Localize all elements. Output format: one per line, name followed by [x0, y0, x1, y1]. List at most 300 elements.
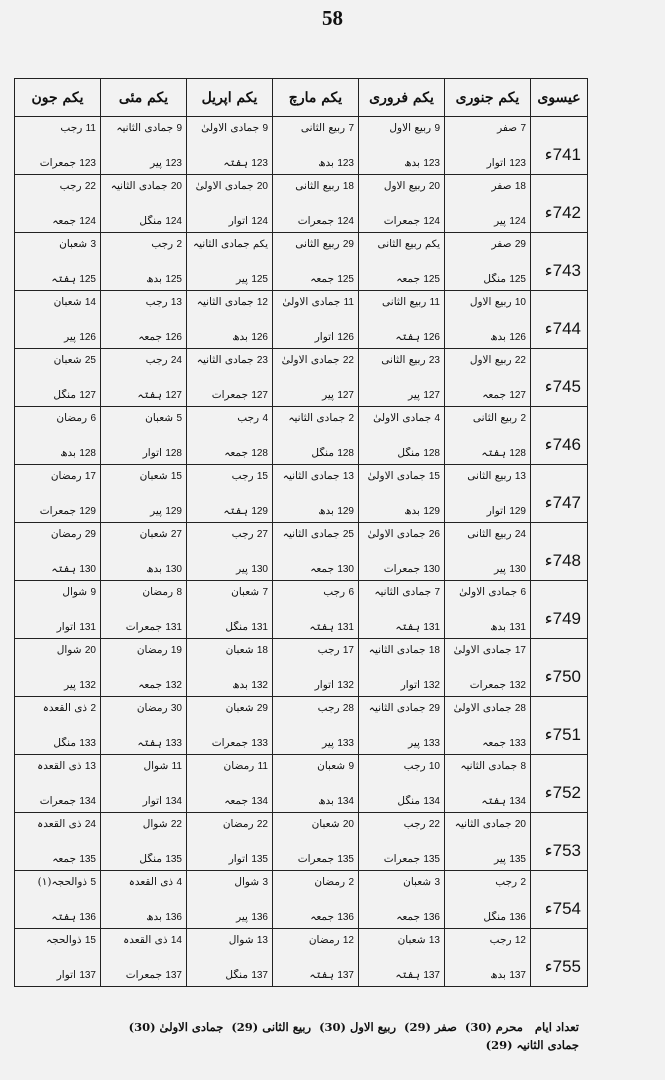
hijri-month: ربیع الثانی: [295, 180, 340, 192]
hijri-year: 129: [251, 506, 268, 517]
hijri-day: 2: [520, 413, 526, 424]
hijri-date: [19, 122, 96, 134]
weekday: ہفتہ: [51, 563, 76, 575]
hijri-date: [191, 470, 268, 482]
hijri-month: شعبان: [317, 760, 346, 772]
year-label: 755ء: [544, 957, 581, 976]
weekday: ہفتہ: [51, 911, 76, 923]
hijri-date: [19, 818, 96, 830]
calendar-body: [15, 117, 588, 987]
hijri-date: [449, 760, 526, 772]
date-cell: [359, 813, 445, 871]
hijri-date: [19, 586, 96, 598]
hijri-year-weekday: [449, 447, 526, 459]
hijri-year-weekday: [363, 505, 440, 517]
date-cell: [359, 581, 445, 639]
hijri-date: [363, 644, 440, 656]
hijri-date: [105, 296, 182, 308]
hijri-year: 134: [337, 796, 354, 807]
hijri-year-weekday: [363, 621, 440, 633]
hijri-date: [105, 760, 182, 772]
hijri-date: [277, 354, 354, 366]
hijri-year-weekday: [449, 737, 526, 749]
date-cell: [445, 465, 531, 523]
hijri-date: [449, 412, 526, 424]
hijri-month: شعبان: [59, 238, 88, 250]
hijri-month: شوال: [62, 586, 88, 598]
hijri-year: 133: [423, 738, 440, 749]
hijri-day: 26: [428, 529, 440, 540]
hijri-day: 6: [348, 587, 354, 598]
hijri-month: ربیع الاول: [389, 122, 432, 134]
hijri-day: 2: [90, 703, 96, 714]
date-cell: [101, 871, 187, 929]
weekday: جمعہ: [310, 563, 334, 575]
hijri-month: جمادی الاولیٰ: [281, 354, 340, 366]
hijri-day: 7: [434, 587, 440, 598]
hijri-year-weekday: [277, 273, 354, 285]
hijri-month: شعبان: [403, 876, 432, 888]
table-row: [15, 697, 588, 755]
hijri-year-weekday: [277, 853, 354, 865]
hijri-month: شعبان: [225, 702, 254, 714]
hijri-date: [449, 876, 526, 888]
date-cell: [101, 407, 187, 465]
hijri-month: رمضان: [136, 702, 168, 714]
hijri-day: 28: [514, 703, 526, 714]
hijri-day: 10: [428, 761, 440, 772]
hijri-date: [19, 354, 96, 366]
hijri-year-weekday: [363, 969, 440, 981]
date-cell: [187, 349, 273, 407]
date-cell: [187, 929, 273, 987]
hijri-day: 22: [342, 355, 354, 366]
hijri-day: 24: [514, 529, 526, 540]
weekday: ہفتہ: [309, 969, 334, 981]
hijri-year-weekday: [19, 215, 96, 227]
weekday: بدھ: [404, 157, 420, 169]
hijri-month: ربیع الثانی: [467, 528, 512, 540]
hijri-year-weekday: [19, 389, 96, 401]
hijri-day: 10: [514, 297, 526, 308]
date-cell: [445, 233, 531, 291]
hijri-year-weekday: [19, 157, 96, 169]
table-row: [15, 291, 588, 349]
date-cell: [273, 465, 359, 523]
hijri-year-weekday: [19, 621, 96, 633]
hijri-date: [19, 470, 96, 482]
year-label: 752ء: [544, 783, 581, 802]
hijri-day: 9: [176, 123, 182, 134]
hijri-month: رمضان: [314, 876, 346, 888]
header-may: یکم مئی: [101, 79, 187, 117]
hijri-year: 130: [509, 564, 526, 575]
weekday: جمعہ: [396, 273, 420, 285]
weekday: اتوار: [56, 969, 76, 981]
year-cell: [531, 117, 588, 175]
hijri-day: 22: [514, 355, 526, 366]
date-cell: [359, 349, 445, 407]
hijri-month: جمادی الثانیہ: [116, 122, 174, 134]
hijri-year: 131: [165, 622, 182, 633]
hijri-day: 20: [514, 819, 526, 830]
weekday: جمعہ: [224, 795, 248, 807]
weekday: ہفتہ: [137, 389, 162, 401]
hijri-date: [449, 586, 526, 598]
hijri-year: 134: [165, 796, 182, 807]
header-april: یکم اپریل: [187, 79, 273, 117]
hijri-date: [363, 586, 440, 598]
hijri-month: رجب: [495, 876, 518, 888]
hijri-month: ربیع الثانی: [382, 296, 427, 308]
header-february: یکم فروری: [359, 79, 445, 117]
hijri-date: [191, 354, 268, 366]
hijri-date: [277, 702, 354, 714]
hijri-month: رجب: [489, 934, 512, 946]
hijri-month: شوال: [234, 876, 260, 888]
date-cell: [101, 175, 187, 233]
hijri-day: 12: [342, 935, 354, 946]
hijri-year-weekday: [191, 679, 268, 691]
hijri-year: 136: [423, 912, 440, 923]
date-cell: [15, 639, 101, 697]
footer-item: ربیع الاول (30): [319, 1020, 397, 1034]
hijri-year: 132: [423, 680, 440, 691]
date-cell: [359, 523, 445, 581]
hijri-day: 27: [256, 529, 268, 540]
weekday: ہفتہ: [481, 795, 506, 807]
hijri-day: 23: [428, 355, 440, 366]
hijri-day: 6: [90, 413, 96, 424]
hijri-year: 131: [79, 622, 96, 633]
hijri-date: [191, 818, 268, 830]
weekday: اتوار: [486, 157, 506, 169]
hijri-day: 29: [84, 529, 96, 540]
hijri-year: 125: [509, 274, 526, 285]
hijri-year-weekday: [105, 331, 182, 343]
hijri-day: 11: [343, 297, 354, 308]
date-cell: [187, 813, 273, 871]
year-label: 741ء: [544, 145, 581, 164]
hijri-date: [105, 528, 182, 540]
date-cell: [15, 349, 101, 407]
date-cell: [187, 233, 273, 291]
year-cell: [531, 407, 588, 465]
hijri-year-weekday: [449, 911, 526, 923]
weekday: منگل: [139, 853, 162, 865]
hijri-day: یکم: [425, 239, 440, 250]
hijri-year-weekday: [277, 331, 354, 343]
hijri-day: 25: [342, 529, 354, 540]
weekday: بدھ: [490, 621, 506, 633]
hijri-year-weekday: [105, 679, 182, 691]
hijri-date: [449, 644, 526, 656]
weekday: منگل: [225, 969, 248, 981]
weekday: بدھ: [146, 911, 162, 923]
weekday: جمعرات: [469, 679, 506, 691]
hijri-date: [449, 934, 526, 946]
weekday: جمعہ: [310, 273, 334, 285]
hijri-year-weekday: [277, 215, 354, 227]
hijri-day: 14: [84, 297, 96, 308]
hijri-year: 133: [251, 738, 268, 749]
hijri-day: 23: [256, 355, 268, 366]
hijri-day: 27: [170, 529, 182, 540]
hijri-date: [449, 470, 526, 482]
hijri-year: 129: [79, 506, 96, 517]
weekday: پیر: [64, 679, 76, 691]
hijri-month: شعبان: [139, 528, 168, 540]
hijri-date: [191, 934, 268, 946]
hijri-month: جمادی الاولیٰ: [201, 122, 260, 134]
hijri-day: 2: [348, 413, 354, 424]
hijri-date: [277, 296, 354, 308]
hijri-year-weekday: [105, 389, 182, 401]
hijri-year: 127: [165, 390, 182, 401]
date-cell: [445, 349, 531, 407]
table-row: [15, 349, 588, 407]
hijri-year-weekday: [105, 911, 182, 923]
year-label: 754ء: [544, 899, 581, 918]
hijri-day: 13: [514, 471, 526, 482]
weekday: بدھ: [318, 505, 334, 517]
hijri-day: 8: [176, 587, 182, 598]
hijri-year-weekday: [105, 969, 182, 981]
weekday: بدھ: [232, 331, 248, 343]
hijri-day: 11: [429, 297, 440, 308]
hijri-month: شعبان: [139, 470, 168, 482]
hijri-date: [363, 122, 440, 134]
hijri-year: 133: [509, 738, 526, 749]
hijri-day: 8: [520, 761, 526, 772]
date-cell: [445, 523, 531, 581]
hijri-year-weekday: [277, 969, 354, 981]
hijri-year-weekday: [19, 505, 96, 517]
hijri-month: رجب: [151, 238, 174, 250]
hijri-year: 137: [165, 970, 182, 981]
hijri-day: 30: [170, 703, 182, 714]
table-row: [15, 233, 588, 291]
hijri-year-weekday: [19, 853, 96, 865]
hijri-day: 9: [90, 587, 96, 598]
hijri-year: 134: [509, 796, 526, 807]
hijri-date: [19, 296, 96, 308]
weekday: پیر: [236, 273, 248, 285]
hijri-month: رمضان: [136, 644, 168, 656]
hijri-day: 13: [170, 297, 182, 308]
hijri-year-weekday: [363, 273, 440, 285]
date-cell: [273, 291, 359, 349]
hijri-year-weekday: [449, 273, 526, 285]
hijri-month: رمضان: [222, 818, 254, 830]
hijri-year: 123: [79, 158, 96, 169]
hijri-year: 132: [79, 680, 96, 691]
year-cell: [531, 349, 588, 407]
weekday: ہفتہ: [395, 621, 420, 633]
hijri-year: 136: [251, 912, 268, 923]
date-cell: [273, 813, 359, 871]
weekday: جمعہ: [310, 911, 334, 923]
hijri-date: [449, 818, 526, 830]
date-cell: [15, 175, 101, 233]
hijri-year: 128: [251, 448, 268, 459]
hijri-year: 124: [423, 216, 440, 227]
hijri-day: 7: [520, 123, 526, 134]
hijri-year-weekday: [105, 215, 182, 227]
date-cell: [101, 639, 187, 697]
year-cell: [531, 755, 588, 813]
weekday: منگل: [139, 215, 162, 227]
hijri-date: [363, 296, 440, 308]
hijri-date: [449, 702, 526, 714]
weekday: اتوار: [228, 853, 248, 865]
date-cell: [359, 639, 445, 697]
weekday: پیر: [236, 563, 248, 575]
hijri-date: [363, 876, 440, 888]
date-cell: [101, 233, 187, 291]
weekday: ہفتہ: [395, 969, 420, 981]
hijri-year: 125: [79, 274, 96, 285]
weekday: جمعرات: [125, 621, 162, 633]
hijri-month: جمادی الثانیہ: [368, 702, 426, 714]
hijri-year: 129: [423, 506, 440, 517]
hijri-month: جمادی الثانیہ: [110, 180, 168, 192]
date-cell: [445, 291, 531, 349]
date-cell: [273, 233, 359, 291]
hijri-year: 136: [509, 912, 526, 923]
date-cell: [101, 117, 187, 175]
hijri-year-weekday: [363, 563, 440, 575]
hijri-year-weekday: [449, 853, 526, 865]
hijri-year: 123: [337, 158, 354, 169]
hijri-date: [277, 470, 354, 482]
hijri-day: 13: [256, 935, 268, 946]
year-label: 751ء: [544, 725, 581, 744]
footer-label: تعداد ایام: [534, 1020, 579, 1034]
hijri-year: 137: [79, 970, 96, 981]
date-cell: [101, 465, 187, 523]
hijri-month: رمضان: [142, 586, 174, 598]
table-row: [15, 755, 588, 813]
hijri-year-weekday: [449, 331, 526, 343]
hijri-year-weekday: [363, 447, 440, 459]
hijri-year-weekday: [19, 273, 96, 285]
date-cell: [15, 523, 101, 581]
table-row: [15, 871, 588, 929]
year-cell: [531, 581, 588, 639]
hijri-day: 4: [262, 413, 268, 424]
hijri-day: 15: [256, 471, 268, 482]
hijri-month: جمادی الثانیہ: [460, 760, 518, 772]
hijri-date: [105, 876, 182, 888]
hijri-year: 136: [165, 912, 182, 923]
hijri-month: شوال: [228, 934, 254, 946]
hijri-day: 12: [256, 297, 268, 308]
header-year: عیسوی: [531, 79, 588, 117]
hijri-date: [19, 238, 96, 250]
hijri-year-weekday: [19, 795, 96, 807]
hijri-year: 127: [337, 390, 354, 401]
hijri-year: 135: [251, 854, 268, 865]
hijri-month: جمادی الثانیہ: [454, 818, 512, 830]
hijri-date: [105, 412, 182, 424]
weekday: جمعہ: [396, 911, 420, 923]
date-cell: [359, 755, 445, 813]
hijri-year-weekday: [277, 157, 354, 169]
hijri-year-weekday: [363, 157, 440, 169]
year-label: 742ء: [544, 203, 581, 222]
hijri-year: 130: [79, 564, 96, 575]
date-cell: [445, 117, 531, 175]
date-cell: [273, 523, 359, 581]
weekday: پیر: [408, 737, 420, 749]
hijri-year-weekday: [363, 679, 440, 691]
hijri-year-weekday: [105, 157, 182, 169]
hijri-date: [191, 296, 268, 308]
hijri-month: ذی القعدہ: [37, 818, 82, 830]
hijri-year: 124: [251, 216, 268, 227]
hijri-year: 127: [79, 390, 96, 401]
hijri-month: ذی القعدہ: [42, 702, 88, 714]
hijri-day: 11: [171, 761, 182, 772]
weekday: ہفتہ: [51, 273, 76, 285]
hijri-date: [363, 354, 440, 366]
weekday: منگل: [483, 273, 506, 285]
hijri-year: 126: [79, 332, 96, 343]
hijri-year: 123: [165, 158, 182, 169]
hijri-year-weekday: [191, 273, 268, 285]
hijri-year: 126: [165, 332, 182, 343]
hijri-month: ذی القعدہ: [128, 876, 174, 888]
hijri-year-weekday: [277, 795, 354, 807]
hijri-year: 130: [165, 564, 182, 575]
hijri-year: 130: [423, 564, 440, 575]
date-cell: [187, 407, 273, 465]
hijri-year: 129: [165, 506, 182, 517]
hijri-date: [191, 412, 268, 424]
hijri-month: جمادی الثانیہ: [288, 412, 346, 424]
hijri-month: ربیع الثانی: [472, 412, 518, 424]
hijri-year: 131: [251, 622, 268, 633]
year-cell: [531, 175, 588, 233]
table-row: [15, 581, 588, 639]
date-cell: [101, 349, 187, 407]
hijri-date: [191, 702, 268, 714]
date-cell: [273, 581, 359, 639]
year-cell: [531, 233, 588, 291]
hijri-year-weekday: [19, 969, 96, 981]
weekday: ہفتہ: [481, 447, 506, 459]
hijri-year-weekday: [449, 969, 526, 981]
hijri-day: 29: [514, 239, 526, 250]
hijri-month: شوال: [56, 644, 82, 656]
hijri-year-weekday: [449, 679, 526, 691]
hijri-day: 3: [262, 877, 268, 888]
hijri-month: رجب: [403, 760, 426, 772]
hijri-year: 130: [337, 564, 354, 575]
date-cell: [187, 639, 273, 697]
weekday: جمعہ: [52, 853, 76, 865]
hijri-date: [449, 354, 526, 366]
hijri-year-weekday: [363, 795, 440, 807]
weekday: پیر: [322, 389, 334, 401]
hijri-year: 127: [509, 390, 526, 401]
date-cell: [273, 175, 359, 233]
hijri-year-weekday: [191, 563, 268, 575]
hijri-day: 17: [514, 645, 526, 656]
hijri-date: [105, 586, 182, 598]
weekday: بدھ: [318, 795, 334, 807]
